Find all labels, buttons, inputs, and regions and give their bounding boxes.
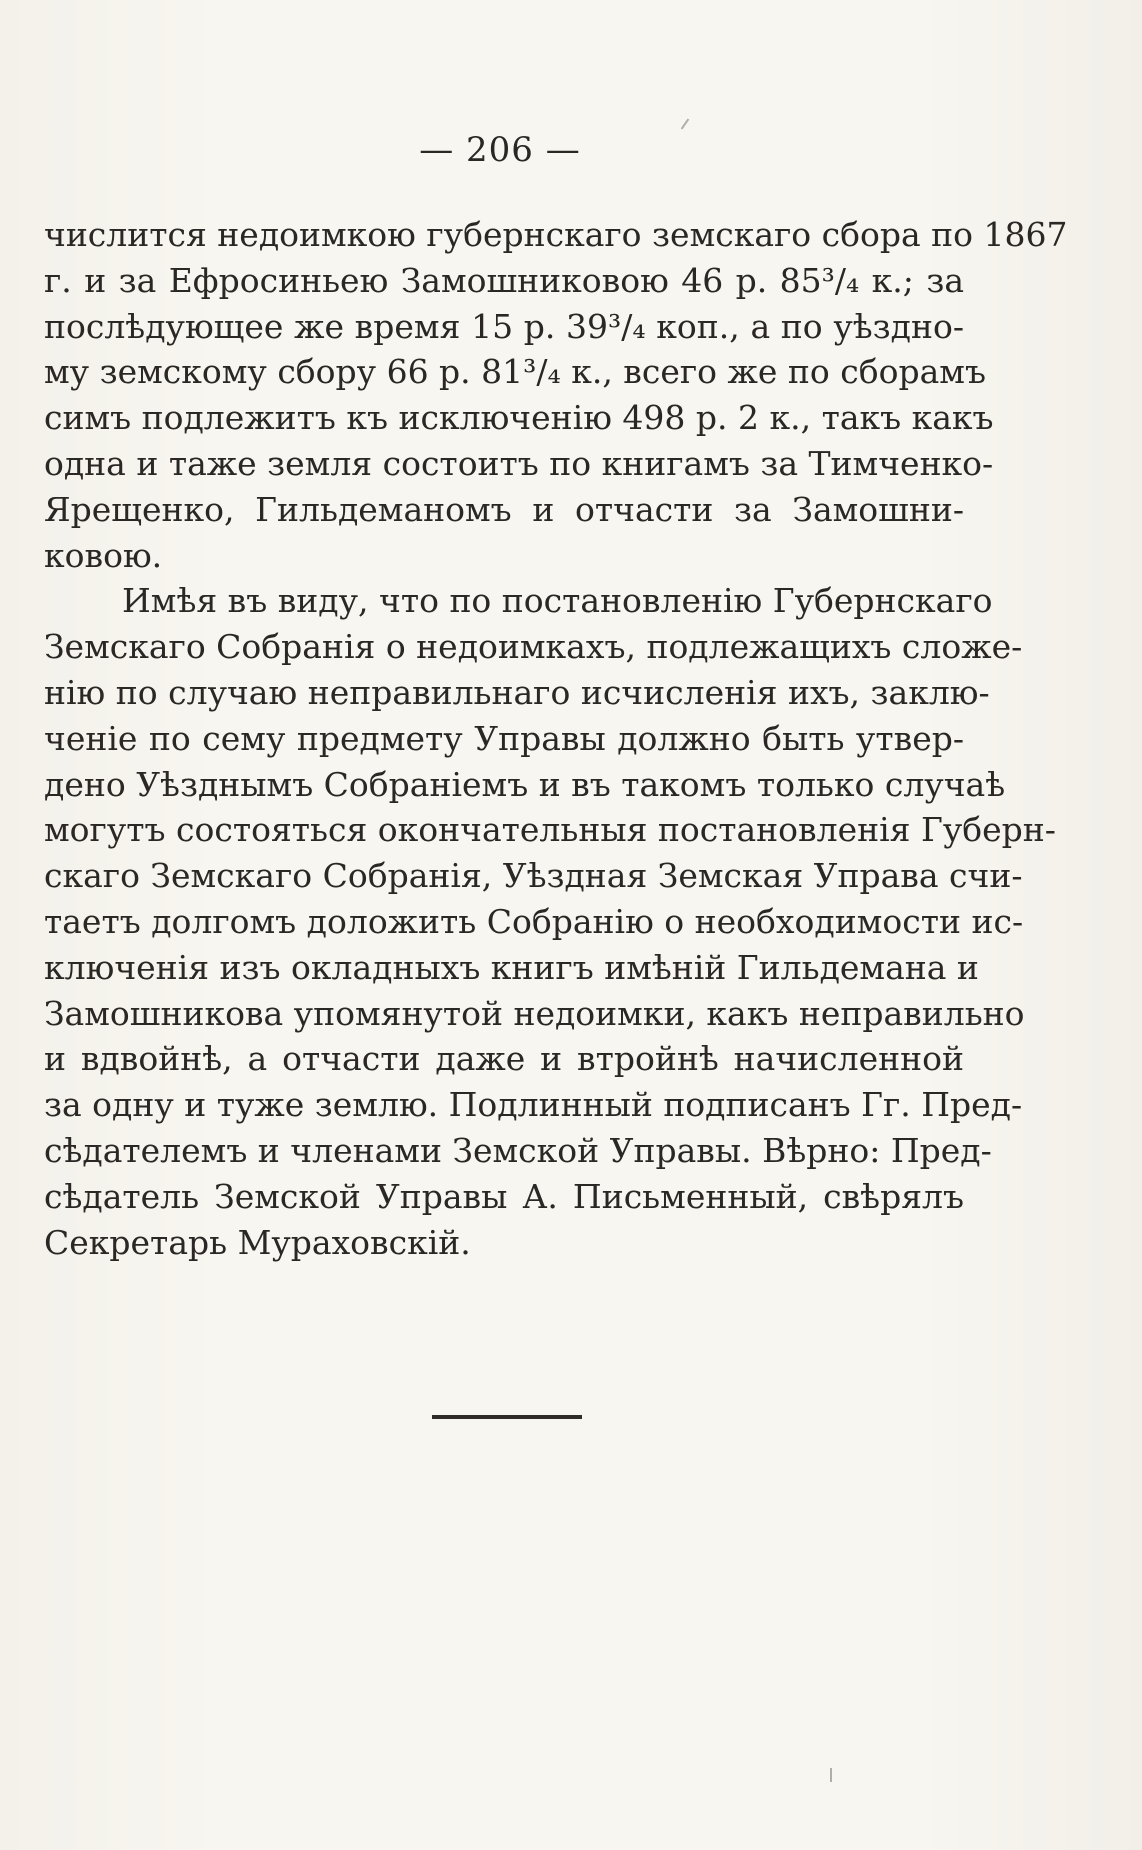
text-line: одна и таже земля состоитъ по книгамъ за Тимченко- — [44, 443, 994, 483]
margin-mark — [830, 1768, 832, 1782]
text-line: му земскому сбору 66 р. 81³/₄ к., всего же по сборамъ — [44, 352, 986, 392]
text-line: Земскаго Собранія о недоимкахъ, подлежащихъ сложе- — [44, 627, 1023, 667]
text-line: Секретарь Мураховскій. — [44, 1222, 471, 1262]
text-line: г. и за Ефросиньею Замошниковою 46 р. 85³/₄ к.; за — [44, 260, 964, 300]
text-line: скаго Земскаго Собранія, Уѣздная Земская Управа счи- — [44, 856, 1023, 896]
page-number: — 206 — — [419, 130, 581, 170]
text-line: сѣдатель Земской Управы А. Письменный, свѣрялъ — [44, 1176, 964, 1216]
text-line: сѣдателемъ и членами Земской Управы. Вѣрно: Пред- — [44, 1130, 992, 1170]
text-line: числится недоимкою губернскаго земскаго сбора по 1867 — [44, 215, 1068, 254]
margin-mark — [681, 119, 690, 130]
text-line: дено Уѣзднымъ Собраніемъ и въ такомъ только случаѣ — [44, 764, 1006, 804]
text-line: таетъ долгомъ доложить Собранію о необходимости ис- — [44, 901, 1024, 941]
text-line: ключенія изъ окладныхъ книгъ имѣній Гильдемана и — [44, 947, 979, 987]
text-line: и вдвойнѣ, а отчасти даже и втройнѣ начисленной — [44, 1039, 964, 1079]
text-line: нію по случаю неправильнаго исчисленія ихъ, заклю- — [44, 672, 990, 712]
paragraph-2 — [44, 578, 1056, 1265]
text-line: симъ подлежитъ къ исключенію 498 р. 2 к., такъ какъ — [44, 398, 994, 438]
text-line: могутъ состояться окончательныя постановленія Губерн- — [44, 810, 1056, 850]
text-line: Ярещенко, Гильдеманомъ и отчасти за Замошни- — [44, 489, 964, 529]
text-line: Замошникова упомянутой недоимки, какъ неправильно — [44, 993, 1025, 1033]
text-line: за одну и туже землю. Подлинный подписанъ Гг. Пред- — [44, 1085, 1023, 1125]
paragraph-1 — [44, 212, 1068, 578]
text-line: послѣдующее же время 15 р. 39³/₄ коп., а по уѣздно- — [44, 306, 964, 346]
text-line: ченіе по сему предмету Управы должно быть утвер- — [44, 718, 964, 758]
text-line: ковою. — [44, 535, 163, 575]
section-divider-rule — [432, 1415, 582, 1419]
body-text — [44, 212, 1068, 1265]
text-line: Имѣя въ виду, что по постановленію Губернскаго — [122, 581, 993, 621]
